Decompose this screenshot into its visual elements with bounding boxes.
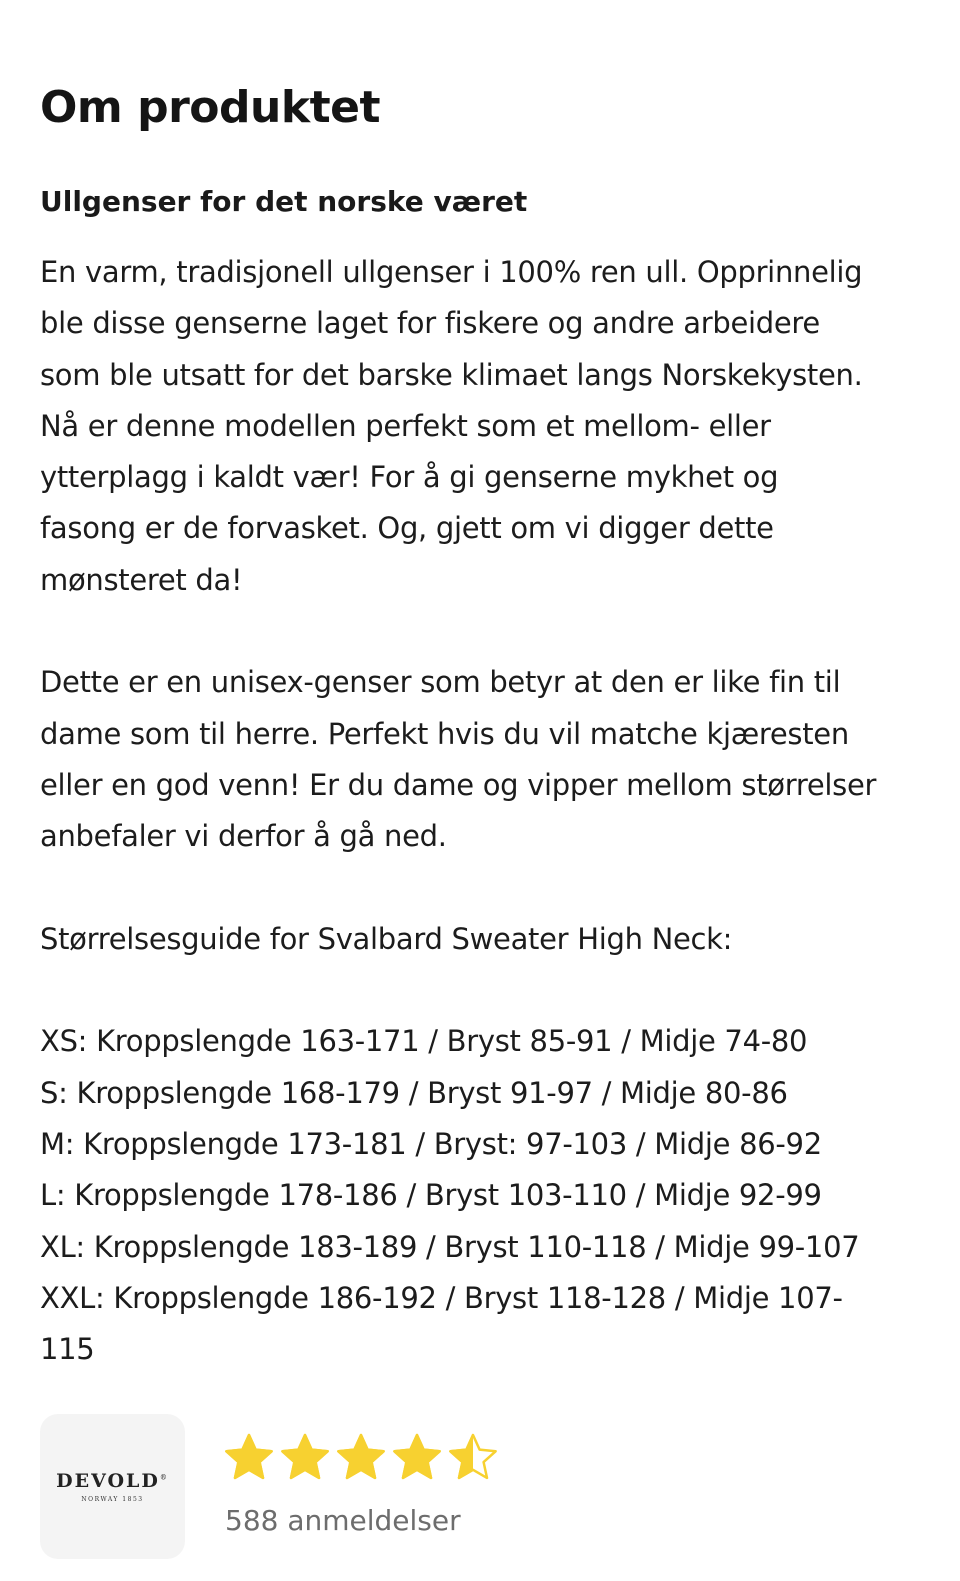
brand-logo-text: DEVOLD bbox=[56, 1470, 160, 1492]
star-icon bbox=[335, 1432, 387, 1484]
size-guide-row: XXL: Kroppslengde 186-192 / Bryst 118-128 / Midje 107- bbox=[40, 1280, 843, 1315]
star-icon bbox=[279, 1432, 331, 1484]
size-guide-row: XL: Kroppslengde 183-189 / Bryst 110-118 / Midje 99-107 bbox=[40, 1229, 860, 1264]
section-title: Om produktet bbox=[40, 82, 380, 133]
product-subtitle: Ullgenser for det norske været bbox=[40, 185, 528, 218]
brand-logo-subtext: NORWAY 1853 bbox=[81, 1496, 144, 1503]
paragraph-spacer bbox=[40, 606, 935, 657]
brand-logo-wordmark bbox=[40, 1470, 185, 1492]
size-guide-row: M: Kroppslengde 173-181 / Bryst: 97-103 / Midje 86-92 bbox=[40, 1127, 822, 1162]
star-icon bbox=[223, 1432, 275, 1484]
description-line: Dette er en unisex-genser som betyr at den er like fin til bbox=[40, 665, 841, 700]
product-description bbox=[40, 247, 935, 1376]
description-line: En varm, tradisjonell ullgenser i 100% ren ull. Opprinnelig bbox=[40, 255, 863, 289]
description-line: som ble utsatt for det barske klimaet langs Norskekysten. bbox=[40, 357, 863, 392]
size-guide-heading: Størrelsesguide for Svalbard Sweater High Neck: bbox=[40, 921, 733, 956]
size-guide-row: L: Kroppslengde 178-186 / Bryst 103-110 / Midje 92-99 bbox=[40, 1178, 822, 1213]
description-line: ble disse genserne laget for fiskere og andre arbeidere bbox=[40, 306, 820, 341]
paragraph-spacer bbox=[40, 965, 935, 1016]
star-icon bbox=[391, 1432, 443, 1484]
brand-logo[interactable] bbox=[40, 1414, 185, 1559]
description-line: ytterplagg i kaldt vær! For å gi genserne mykhet og bbox=[40, 460, 779, 495]
paragraph-spacer bbox=[40, 863, 935, 914]
description-line: anbefaler vi derfor å gå ned. bbox=[40, 819, 447, 854]
description-line: dame som til herre. Perfekt hvis du vil matche kjæresten bbox=[40, 716, 849, 751]
brand-row[interactable] bbox=[40, 1414, 935, 1564]
review-count[interactable]: 588 anmeldelser bbox=[225, 1504, 461, 1537]
star-icon bbox=[447, 1432, 499, 1484]
description-line: mønsteret da! bbox=[40, 562, 243, 597]
size-guide-row: 115 bbox=[40, 1332, 95, 1367]
size-guide-row: S: Kroppslengde 168-179 / Bryst 91-97 / Midje 80-86 bbox=[40, 1075, 788, 1110]
rating-stars[interactable] bbox=[223, 1432, 499, 1484]
description-line: Nå er denne modellen perfekt som et mellom- eller bbox=[40, 408, 771, 443]
trademark-mark: ® bbox=[159, 1473, 169, 1482]
size-guide-row: XS: Kroppslengde 163-171 / Bryst 85-91 / Midje 74-80 bbox=[40, 1024, 808, 1059]
description-line: fasong er de forvasket. Og, gjett om vi digger dette bbox=[40, 511, 774, 546]
description-line: eller en god venn! Er du dame og vipper mellom størrelser bbox=[40, 767, 877, 802]
